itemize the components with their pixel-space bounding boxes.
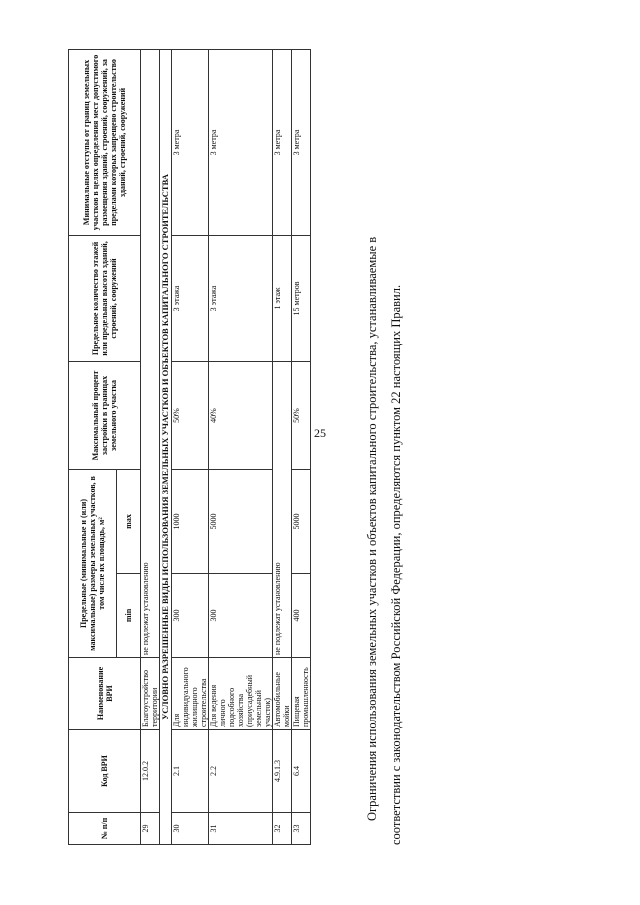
cell-floors: 1 этаж xyxy=(273,235,292,361)
cell-code: 2.1 xyxy=(172,729,209,812)
cell-max: 5000 xyxy=(209,469,273,573)
cell-name: Для ведения личного подсобного хозяйства (приусадебный земельный участок) xyxy=(209,657,273,729)
band-title: УСЛОВНО РАЗРЕШЕННЫЕ ВИДЫ ИСПОЛЬЗОВАНИЯ ЗЕМЕЛЬНЫХ УЧАСТКОВ И ОБЪЕКТОВ КАПИТАЛЬНОГО СТРОИТЕЛЬСТВА xyxy=(160,49,172,844)
cell-percent: 40% xyxy=(209,361,273,469)
cell-code: 4.9.1.3 xyxy=(273,729,292,812)
cell-floors: 15 метров xyxy=(292,235,311,361)
cell-setback: 3 метра xyxy=(172,49,209,235)
table-rotated xyxy=(68,50,310,845)
header-max: max xyxy=(117,469,141,573)
table-row-29 xyxy=(141,49,160,844)
table-row-30 xyxy=(172,49,209,844)
cell-min: 300 xyxy=(172,573,209,657)
header-percent: Максимальный процент застройки в границах земельного участка xyxy=(69,361,141,469)
cell-name: Для индивидуального жилищного строительства xyxy=(172,657,209,729)
vri-table xyxy=(68,49,311,845)
cell-num: 33 xyxy=(292,813,311,845)
header-code: Код ВРИ xyxy=(69,729,141,812)
note-line-2: соответствии с законодательством Российской Федерации, определяются пунктом 22 настоящих Правил. xyxy=(389,284,403,845)
cell-num: 30 xyxy=(172,813,209,845)
cell-percent: 50% xyxy=(172,361,209,469)
cell-floors: 3 этажа xyxy=(209,235,273,361)
restrictions-note xyxy=(360,55,408,845)
cell-min: 300 xyxy=(209,573,273,657)
cell-min: 400 xyxy=(292,573,311,657)
header-name: Наименование ВРИ xyxy=(69,657,141,729)
table-row-33 xyxy=(292,49,311,844)
header-num: № п/п xyxy=(69,813,141,845)
cell-code: 2.2 xyxy=(209,729,273,812)
header-setback: Минимальные отступы от границ земельных участков в целях определения мест допустимого размещения зданий, строений, сооружений, за пределами которых запрещено строительство зданий, строений, сооружений xyxy=(69,49,141,235)
cell-code: 12.0.2 xyxy=(141,729,160,812)
cell-name: Автомобильные мойки xyxy=(273,657,292,729)
cell-setback: 3 метра xyxy=(273,49,292,235)
note-line-1: Ограничения использования земельных участков и объектов капитального строительства, устанавливаемые в xyxy=(365,236,379,821)
cell-num: 31 xyxy=(209,813,273,845)
cell-num: 29 xyxy=(141,813,160,845)
cell-percent: 50% xyxy=(292,361,311,469)
table-row-31 xyxy=(209,49,273,844)
cell-not-set: не подлежат установлению xyxy=(141,49,160,657)
table-band xyxy=(160,49,172,844)
cell-num: 32 xyxy=(273,813,292,845)
page-number: 25 xyxy=(314,426,326,440)
cell-max: 5000 xyxy=(292,469,311,573)
cell-code: 6.4 xyxy=(292,729,311,812)
cell-name: Пищевая промышленность xyxy=(292,657,311,729)
header-size: Предельные (минимальные и (или) максимальные) размеры земельных участков, в том числе их площадь, м² xyxy=(69,469,117,657)
cell-name: Благоустройство территории xyxy=(141,657,160,729)
table-row-32 xyxy=(273,49,292,844)
cell-setback: 3 метра xyxy=(209,49,273,235)
cell-max: 1000 xyxy=(172,469,209,573)
header-floors: Предельное количество этажей или предельная высота зданий, строений, сооружений xyxy=(69,235,141,361)
header-min: min xyxy=(117,573,141,657)
cell-floors: 3 этажа xyxy=(172,235,209,361)
cell-not-set: не подлежат установлению xyxy=(273,361,292,657)
cell-setback: 3 метра xyxy=(292,49,311,235)
